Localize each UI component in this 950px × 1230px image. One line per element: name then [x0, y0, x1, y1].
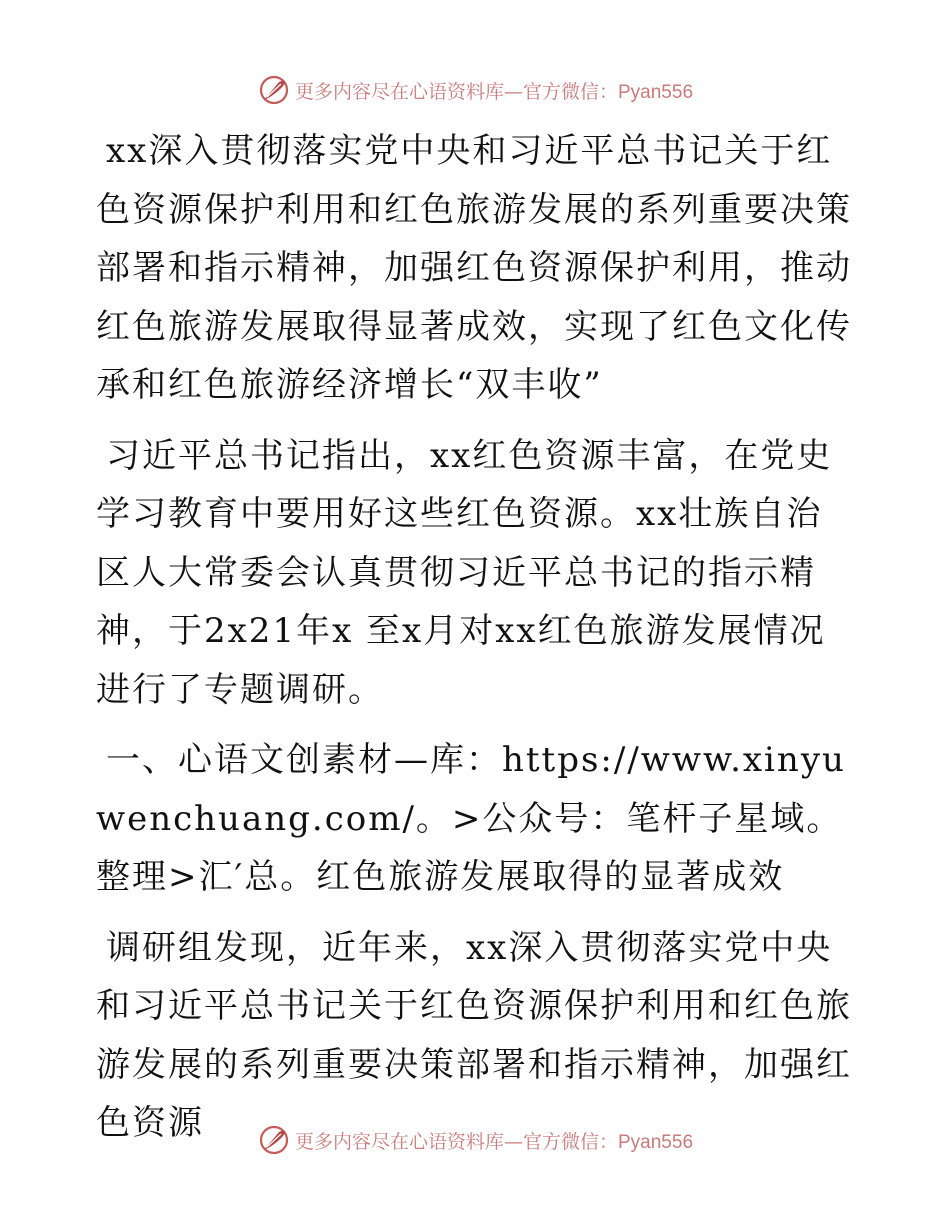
- paragraph-2: 习近平总书记指出，xx红色资源丰富，在党史学习教育中要用好这些红色资源。xx壮族自治区人大常委会认真贯彻习近平总书记的指示精神，于2x21年x 至x月对xx红色旅游发展情况进行了专题调研。: [96, 435, 833, 710]
- wechat-handle: Pyan556: [618, 1131, 694, 1153]
- banner-label: 更多内容尽在心语资料库—官方微信：: [294, 1130, 618, 1153]
- document-body: [96, 122, 856, 1165]
- banner-text: [295, 1127, 693, 1154]
- paragraph-3: 一、心语文创素材—库：https://www.xinyuwenchuang.com/。>公众号：笔杆子星域。整理>汇′总。红色旅游发展取得的显著成效: [96, 740, 846, 897]
- header-banner: [0, 70, 950, 110]
- paragraph-4: 调研组发现，近年来，xx深入贯彻落实党中央和习近平总书记关于红色资源保护利用和红色旅游发展的系列重要决策部署和指示精神，加强红色资源: [96, 927, 852, 1143]
- banner-label: 更多内容尽在心语资料库—官方微信：: [294, 80, 618, 103]
- footer-banner: [0, 1120, 950, 1160]
- feather-pen-logo-icon: [257, 1123, 291, 1157]
- feather-pen-logo-icon: [257, 73, 291, 107]
- paragraph-1: xx深入贯彻落实党中央和习近平总书记关于红色资源保护利用和红色旅游发展的系列重要决策部署和指示精神，加强红色资源保护利用，推动红色旅游发展取得显著成效，实现了红色文化传承和红色旅游经济增长“双丰收”: [96, 131, 852, 405]
- wechat-handle: Pyan556: [618, 81, 694, 103]
- banner-text: [295, 77, 693, 104]
